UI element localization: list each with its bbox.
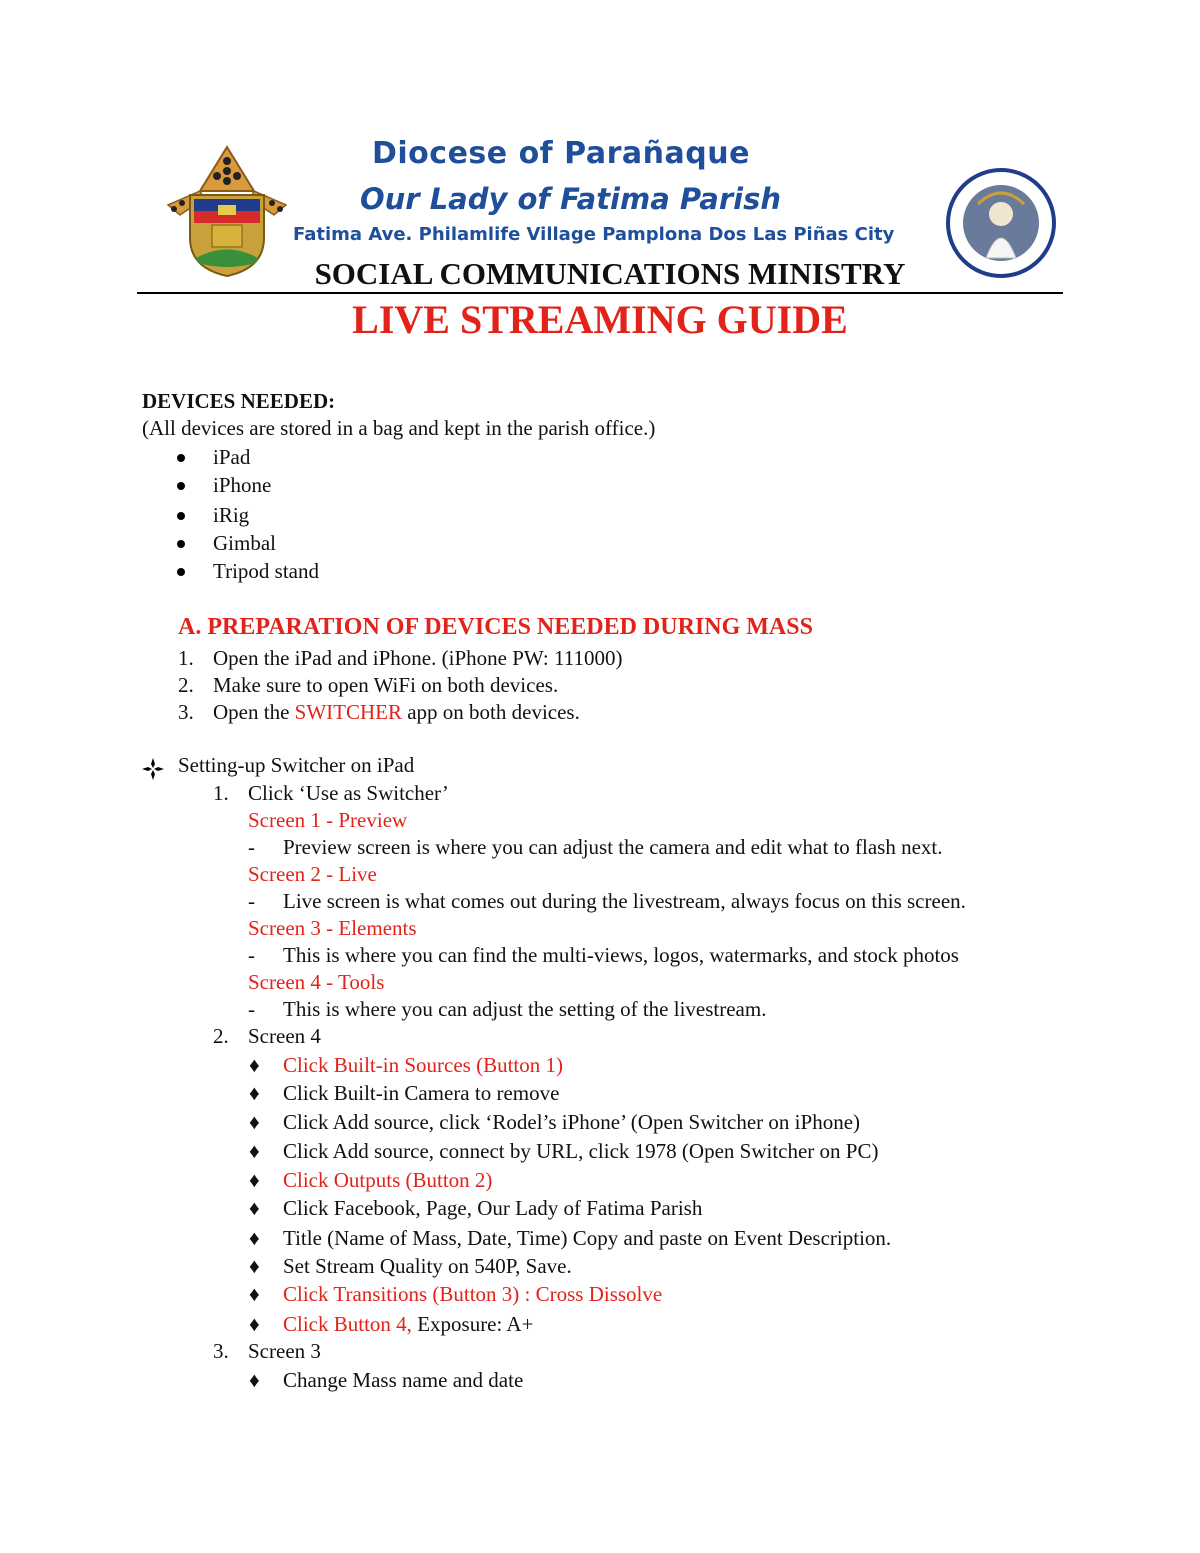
diamond-bullet-icon: ♦ (249, 1168, 260, 1192)
instruction-text: Click Facebook, Page, Our Lady of Fatima Parish (283, 1196, 703, 1220)
bullet-icon (177, 482, 185, 490)
instruction-text: Exposure: A+ (411, 1312, 534, 1336)
section-a-heading: A. PREPARATION OF DEVICES NEEDED DURING MASS (178, 614, 813, 640)
instruction-item (283, 1195, 702, 1222)
screen-title: Screen 2 - Live (248, 862, 377, 886)
screen-description: This is where you can adjust the setting of the livestream. (283, 997, 767, 1021)
screen-description: Preview screen is where you can adjust the camera and edit what to flash next. (283, 835, 943, 859)
four-diamond-bullet-icon (141, 757, 165, 781)
ministry-title: SOCIAL COMMUNICATIONS MINISTRY (314, 256, 906, 291)
instruction-text: Click Built-in Camera to remove (283, 1081, 560, 1105)
diamond-bullet-icon: ♦ (249, 1226, 260, 1250)
instruction-item (283, 1167, 492, 1194)
bullet-icon (177, 540, 185, 548)
instruction-text: Change Mass name and date (283, 1368, 524, 1392)
parish-name: Our Lady of Fatima Parish (360, 182, 781, 216)
diamond-bullet-icon: ♦ (249, 1282, 260, 1306)
screen-description: Live screen is what comes out during the livestream, always focus on this screen. (283, 889, 966, 913)
step-number: 1. (178, 646, 194, 670)
diamond-bullet-icon: ♦ (249, 1196, 260, 1220)
diamond-bullet-icon: ♦ (249, 1053, 260, 1077)
device-item: iPhone (213, 473, 272, 497)
diamond-bullet-icon: ♦ (249, 1081, 260, 1105)
dash-marker: - (248, 943, 255, 967)
bullet-icon (177, 454, 185, 462)
diamond-bullet-icon: ♦ (249, 1312, 260, 1336)
step-text (213, 699, 580, 726)
instruction-item (283, 1225, 891, 1252)
guide-title: LIVE STREAMING GUIDE (352, 297, 848, 342)
devices-note: (All devices are stored in a bag and kept in the parish office.) (142, 416, 656, 440)
parish-address: Fatima Ave. Philamlife Village Pamplona Dos Las Piñas City (293, 224, 895, 245)
instruction-item (283, 1367, 523, 1394)
device-item: iPad (213, 445, 251, 469)
screen-description: This is where you can find the multi-views, logos, watermarks, and stock photos (283, 943, 959, 967)
instruction-highlight: Click Built-in Sources (Button 1) (283, 1053, 563, 1077)
diocese-name: Diocese of Parañaque (372, 136, 750, 171)
step-text: Screen 4 (248, 1024, 321, 1048)
step-number: 3. (213, 1339, 229, 1363)
diamond-bullet-icon: ♦ (249, 1110, 260, 1134)
instruction-text: Title (Name of Mass, Date, Time) Copy and paste on Event Description. (283, 1226, 892, 1250)
switcher-app-name: SWITCHER (294, 700, 402, 724)
instruction-highlight: Click Outputs (Button 2) (283, 1168, 493, 1192)
step-text: Screen 3 (248, 1339, 321, 1363)
bullet-icon (177, 568, 185, 576)
bullet-icon (177, 512, 185, 520)
step-text: Click ‘Use as Switcher’ (248, 781, 449, 805)
instruction-item (283, 1281, 662, 1308)
instruction-item (283, 1052, 563, 1079)
instruction-item (283, 1109, 860, 1136)
step-number: 2. (213, 1024, 229, 1048)
screen-title: Screen 4 - Tools (248, 970, 385, 994)
instruction-item (283, 1253, 572, 1280)
instruction-text: Set Stream Quality on 540P, Save. (283, 1254, 572, 1278)
instruction-item (283, 1138, 878, 1165)
instruction-highlight: Click Transitions (Button 3) : Cross Dissolve (283, 1282, 663, 1306)
instruction-text: Click Add source, click ‘Rodel’s iPhone’ (Open Switcher on iPhone) (283, 1110, 861, 1134)
instruction-highlight: Click Button 4, (283, 1312, 412, 1336)
step-text-pre: Open the (213, 700, 295, 724)
device-item: Gimbal (213, 531, 276, 555)
device-item: iRig (213, 503, 250, 527)
step-number: 2. (178, 673, 194, 697)
step-text: Open the iPad and iPhone. (iPhone PW: 111000) (213, 646, 623, 670)
diamond-bullet-icon: ♦ (249, 1254, 260, 1278)
diamond-bullet-icon: ♦ (249, 1139, 260, 1163)
step-text: Make sure to open WiFi on both devices. (213, 673, 559, 697)
instruction-item (283, 1080, 559, 1107)
dash-marker: - (248, 835, 255, 859)
dash-marker: - (248, 997, 255, 1021)
screen-title: Screen 3 - Elements (248, 916, 417, 940)
step-text-post: app on both devices. (401, 700, 580, 724)
header-divider (137, 292, 1063, 294)
instruction-item (283, 1311, 533, 1338)
step-number: 3. (178, 700, 194, 724)
device-item: Tripod stand (213, 559, 319, 583)
screen-title: Screen 1 - Preview (248, 808, 408, 832)
setup-heading: Setting-up Switcher on iPad (178, 753, 415, 777)
devices-heading: DEVICES NEEDED: (142, 389, 336, 413)
diamond-bullet-icon: ♦ (249, 1368, 260, 1392)
dash-marker: - (248, 889, 255, 913)
instruction-text: Click Add source, connect by URL, click 1978 (Open Switcher on PC) (283, 1139, 879, 1163)
step-number: 1. (213, 781, 229, 805)
